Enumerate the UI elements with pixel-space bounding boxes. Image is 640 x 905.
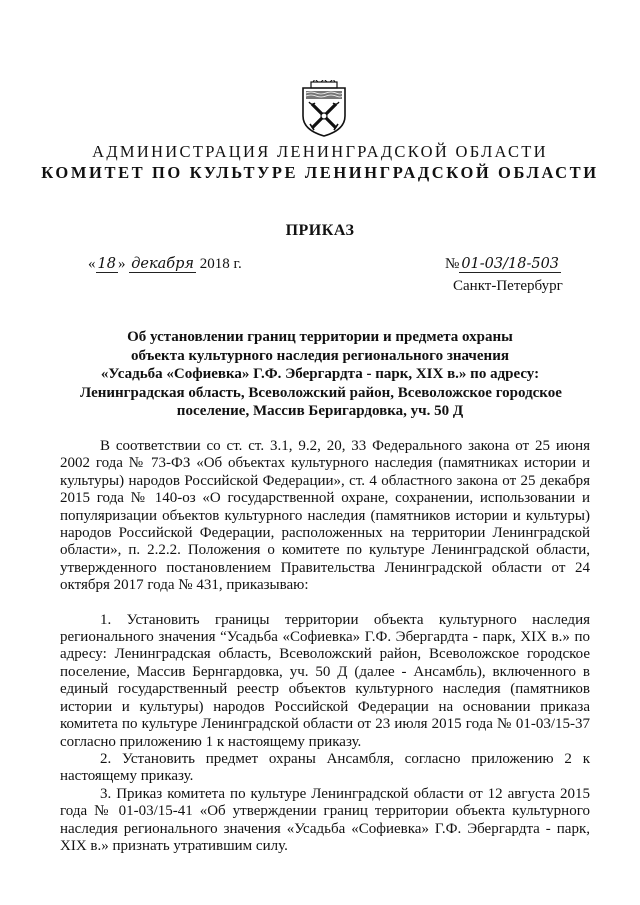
date-day: 18 (97, 256, 116, 272)
coat-of-arms-icon (299, 80, 349, 137)
date-year: 2018 г. (199, 256, 242, 272)
preamble-paragraph: В соответствии со ст. ст. 3.1, 9.2, 20, 33 Федерального закона от 25 июня 2002 года № 73-ФЗ «Об объектах культурного наследия (памятниках истории и культуры) народов Российской Федерации», ст. 4 областного закона от 25 декабря 2015 года № 140-оз «О государственной охране, сохранении, использовании и популяризации объектов культурного наследия (памятников истории и культуры) народов Российской Федерации, расположенных на территории Ленинградской области», п. 2.2.2. Положения о комитете по культуре Ленинградской области, утвержденного постановлением Правительства Ленинградской области от 24 октября 2017 года № 431, приказываю: (60, 438, 590, 594)
document-place: Санкт-Петербург (453, 278, 563, 294)
title-line: объекта культурного наследия регионального значения (131, 347, 509, 364)
organization-name: АДМИНИСТРАЦИЯ ЛЕНИНГРАДСКОЙ ОБЛАСТИ (92, 142, 548, 161)
title-line: Ленинградская область, Всеволожский район, Всеволожское городское (80, 384, 562, 401)
document-title (80, 328, 560, 421)
document-type: ПРИКАЗ (285, 222, 355, 239)
date-month: декабря (131, 256, 195, 272)
committee-name: КОМИТЕТ ПО КУЛЬТУРЕ ЛЕНИНГРАДСКОЙ ОБЛАСТИ (41, 163, 599, 182)
document-date (88, 256, 242, 273)
title-line: Об установлении границ территории и предмета охраны (127, 329, 513, 345)
date-close-quote: » (117, 256, 126, 272)
title-line: «Усадьба «Софиевка» Г.Ф. Эбергардта - парк, XIX в.» по адресу: (100, 366, 540, 382)
order-item-2: 2. Установить предмет охраны Ансамбля, согласно приложению 2 к настоящему приказу. (60, 750, 590, 785)
number-prefix: № (445, 256, 460, 272)
order-item-1: 1. Установить границы территории объекта культурного наследия регионального значения “Усадьба «Софиевка» Г.Ф. Эбергардта - парк, XIX в.» по адресу: Ленинградская область, Всеволожский район, Всеволожское городское поселение, Массив Бернгардовка, уч. 50 Д (далее - Ансамбль), включенного в единый государственный реестр объектов культурного наследия (памятников истории и культуры) народов Российской Федерации на основании приказа комитета по культуре Ленинградской области от 23 июля 2015 года № 01-03/15-37 согласно приложению 1 к настоящему приказу. (60, 611, 590, 750)
date-open-quote: « (88, 256, 96, 272)
order-item-3: 3. Приказ комитета по культуре Ленинградской области от 12 августа 2015 года № 01-03/15-41 «Об утверждении границ территории объекта культурного наследия регионального значения «Усадьба «Софиевка» Г.Ф. Эбергардта - парк, XIX в.» признать утратившим силу. (60, 785, 590, 854)
document-number (445, 256, 561, 273)
number-value: 01-03/18-503 (461, 256, 560, 272)
document-body (60, 438, 590, 855)
title-line: поселение, Массив Беригардовка, уч. 50 Д (176, 403, 464, 419)
